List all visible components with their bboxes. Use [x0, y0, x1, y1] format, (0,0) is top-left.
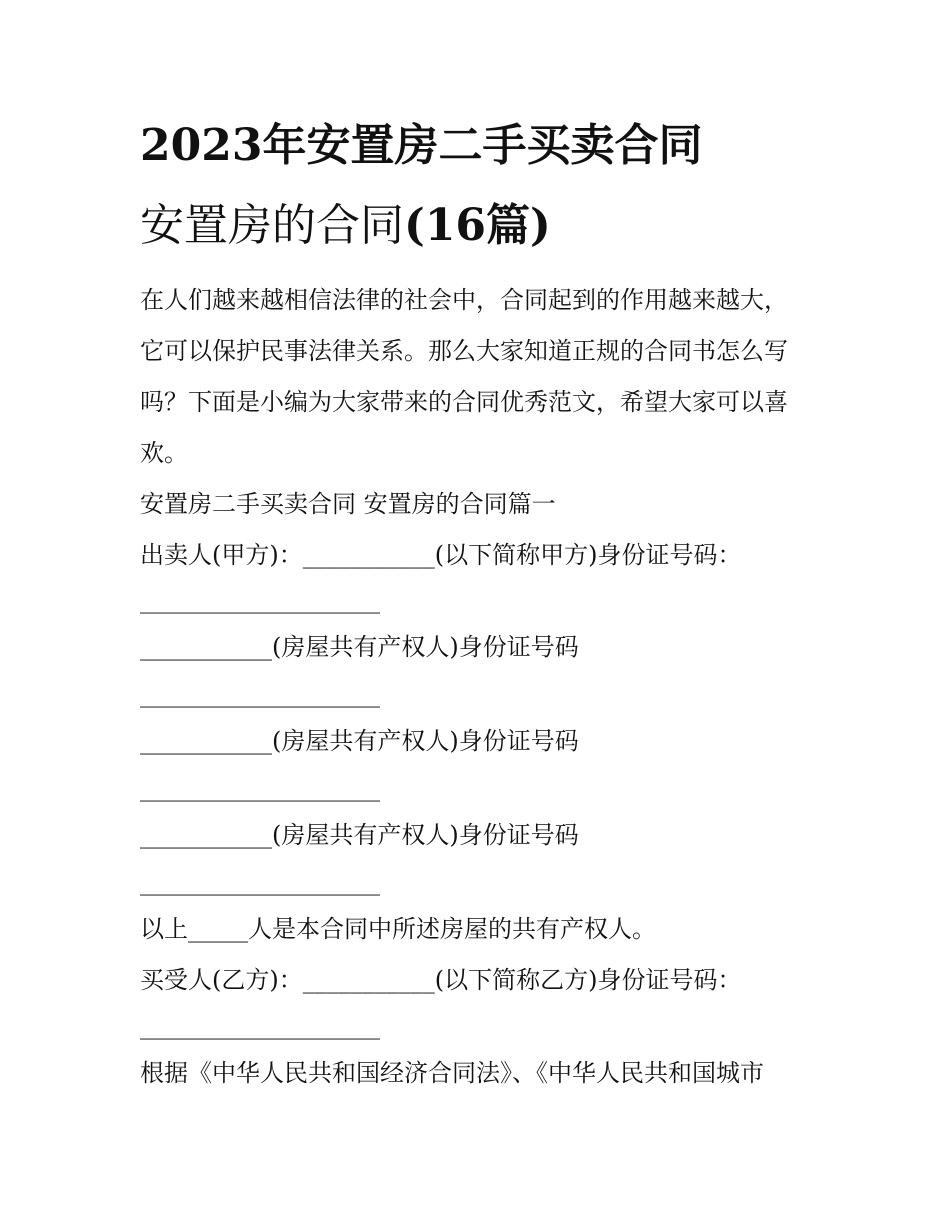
- co-owner-summary: 以上_____人是本合同中所述房屋的共有产权人。: [140, 915, 656, 943]
- buyer-id-blank: ____________________: [140, 1012, 380, 1040]
- co-owner-line-3: ___________(房屋共有产权人)身份证号码: [140, 821, 579, 849]
- intro-line-2: 它可以保护民事法律关系。那么大家知道正规的合同书怎么写: [140, 337, 788, 365]
- intro-line-3: 吗？下面是小编为大家带来的合同优秀范文，希望大家可以喜: [140, 388, 788, 416]
- section-heading: 安置房二手买卖合同 安置房的合同篇一: [140, 490, 556, 518]
- intro-line-1: 在人们越来越相信法律的社会中，合同起到的作用越来越大，: [140, 286, 788, 314]
- co-owner-line-2: ___________(房屋共有产权人)身份证号码: [140, 727, 579, 755]
- seller-line: 出卖人(甲方)：___________(以下简称甲方)身份证号码：: [140, 541, 742, 569]
- document-title-line-2-prefix: 安置房的合同: [140, 200, 404, 251]
- co-owner-id-blank-2: ____________________: [140, 774, 380, 802]
- document-title-line-1: 2023年安置房二手买卖合同: [140, 120, 703, 171]
- co-owner-line-1: ___________(房屋共有产权人)身份证号码: [140, 633, 579, 661]
- co-owner-id-blank-3: ____________________: [140, 868, 380, 896]
- seller-id-blank: ____________________: [140, 586, 380, 614]
- document-title-line-2: [140, 198, 551, 254]
- legal-basis-line: 根据《中华人民共和国经济合同法》、《中华人民共和国城市: [140, 1059, 764, 1087]
- document-title-line-2-suffix: (16篇): [404, 200, 551, 251]
- buyer-line: 买受人(乙方)：___________(以下简称乙方)身份证号码：: [140, 966, 742, 994]
- intro-line-4: 欢。: [140, 439, 188, 467]
- co-owner-id-blank-1: ____________________: [140, 680, 380, 708]
